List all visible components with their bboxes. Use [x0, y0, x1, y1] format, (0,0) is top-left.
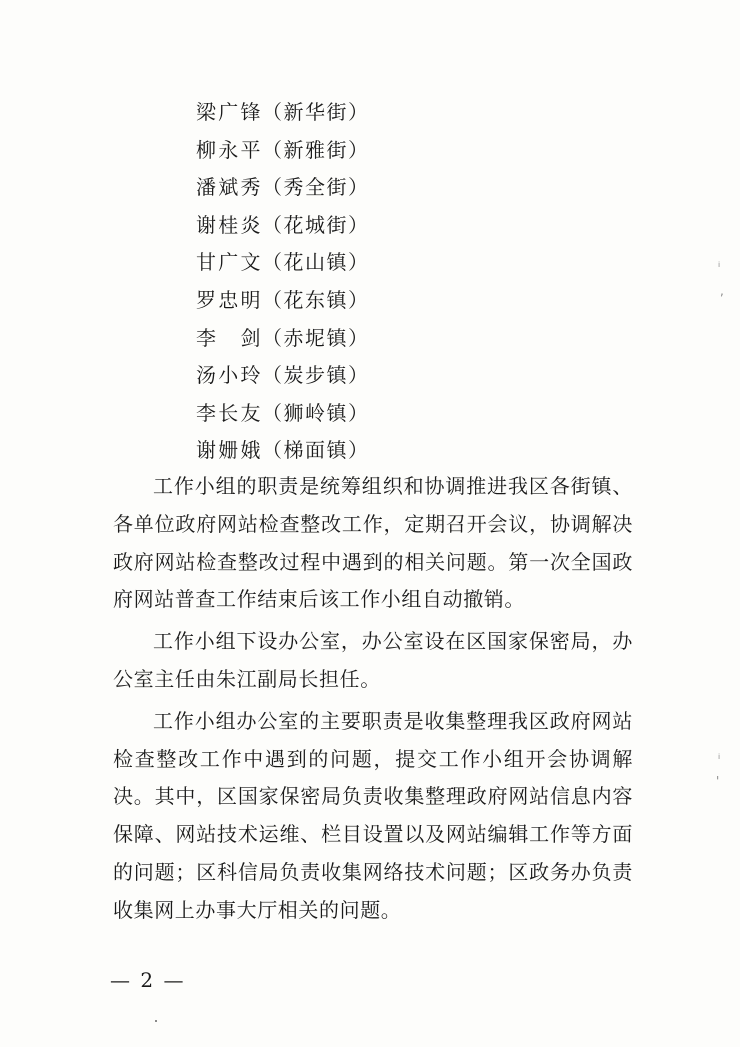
member-name: 罗忠明 — [196, 287, 262, 312]
member-item — [196, 357, 370, 395]
scan-mark: ᵢ — [718, 256, 721, 270]
member-unit: （ 狮岭镇 ） — [262, 401, 370, 425]
member-unit: （ 花山镇 ） — [262, 250, 370, 274]
member-name: 柳永平 — [196, 137, 262, 162]
scan-dot — [155, 1020, 157, 1022]
member-item — [196, 94, 370, 132]
member-unit: （ 梯面镇 ） — [262, 438, 370, 462]
body-text — [113, 468, 633, 934]
member-item — [196, 132, 370, 170]
member-name: 甘广文 — [196, 250, 262, 275]
member-item — [196, 320, 370, 358]
scan-mark: ᵢ — [718, 748, 721, 762]
member-name: 谢桂炎 — [196, 212, 262, 237]
page-number: — 2 — — [110, 968, 186, 992]
member-name: 谢姗娥 — [196, 438, 262, 463]
member-name: 梁广锋 — [196, 100, 262, 124]
member-unit: （ 炭步镇 ） — [262, 363, 370, 387]
paragraph-working-group-duties: 工作小组的职责是统筹组织和协调推进我区各街镇、各单位政府网站检查整改工作，定期召开会议，协调解决政府网站检查整改过程中遇到的相关问题。第一次全国政府网站普查工作结束后该工作小组自动撤销。 — [113, 474, 633, 612]
member-unit: （ 花东镇 ） — [262, 288, 370, 312]
member-unit: （ 花城街 ） — [262, 213, 370, 237]
member-item — [196, 432, 370, 470]
member-item — [196, 282, 370, 320]
member-unit: （ 新华街 ） — [262, 100, 370, 124]
member-name: 李长友 — [196, 400, 262, 425]
member-list — [196, 94, 370, 470]
paragraph-office-duties: 工作小组办公室的主要职责是收集整理我区政府网站检查整改工作中遇到的问题，提交工作小组开会协调解决。其中，区国家保密局负责收集整理政府网站信息内容保障、网站技术运维、栏目设置以及网站编辑工作等方面的问题；区科信局负责收集网络技术问题；区政务办负责收集网上办事大厅相关的问题。 — [113, 708, 633, 922]
paragraph-office-setup: 工作小组下设办公室，办公室设在区国家保密局，办公室主任由朱江副局长担任。 — [113, 629, 633, 691]
scan-mark: ' — [716, 774, 720, 788]
member-unit: （ 秀全街 ） — [262, 175, 370, 199]
member-item — [196, 207, 370, 245]
member-item — [196, 244, 370, 282]
member-unit: （ 赤坭镇 ） — [262, 326, 370, 350]
member-name: 李 剑 — [196, 325, 262, 350]
member-item — [196, 395, 370, 433]
member-name: 汤小玲 — [196, 363, 262, 388]
member-unit: （ 新雅街 ） — [262, 138, 370, 162]
member-item — [196, 169, 370, 207]
scan-mark: , — [720, 284, 724, 298]
member-name: 潘斌秀 — [196, 175, 262, 200]
